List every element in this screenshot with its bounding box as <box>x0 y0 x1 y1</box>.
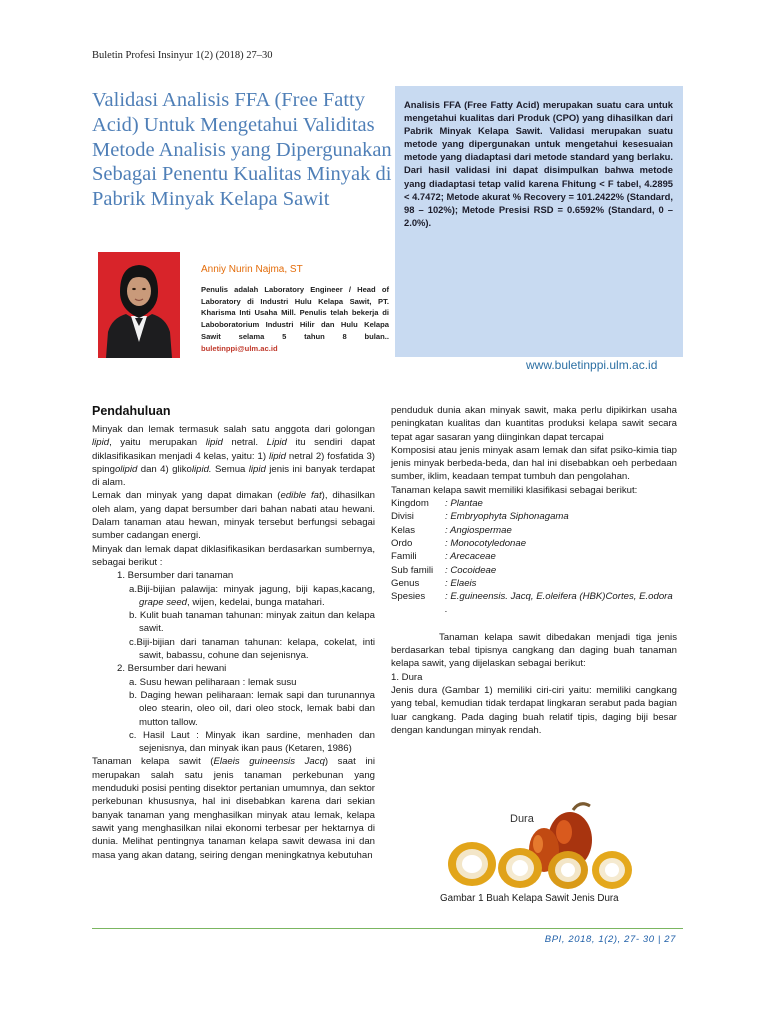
website-link[interactable]: www.buletinppi.ulm.ac.id <box>526 358 658 372</box>
right-column <box>391 404 677 737</box>
figure-caption: Gambar 1 Buah Kelapa Sawit Jenis Dura <box>440 893 619 904</box>
taxonomy-table <box>391 497 677 617</box>
taxonomy-row: Divisi : Embryophyta Siphonagama <box>391 511 569 523</box>
taxonomy-row: Spesies : E.guineensis. Jacq, E.oleifera (HBK)Cortes, E.odora . <box>391 591 673 616</box>
taxonomy-row: Kingdom : Plantae <box>391 498 483 510</box>
taxonomy-row: Kelas : Angiospermae <box>391 524 512 536</box>
paragraph-palm: Tanaman kelapa sawit (Elaeis guineensis Jacq) saat ini merupakan salah satu jenis tanaman perkebunan yang menduduki posisi penting disektor pertanian umumnya, dan sektor perkebunan khususnya, hal ini disebabkan karena dari sekian banyak tanaman yang menghasilkan minyak atau lemak, kelapa sawit yang menghasilkan nilai ekonomi terbesar per hektarnya di dunia. Melihat pentingnya tanaman kelapa sawit dewasa ini dan masa yang akan datang, seiring dengan meningkatnya kebutuhan <box>92 756 375 861</box>
article-title: Validasi Analisis FFA (Free Fatty Acid) Untuk Mengetahui Validitas Metode Analisis yang Dipergunakan Sebagai Penentu Kualitas Minyak di Pabrik Minyak Kelapa Sawit <box>92 89 392 211</box>
abstract-box <box>395 86 683 357</box>
paragraph-taxonomy-intro: Tanaman kelapa sawit memiliki klasifikasi sebagai berikut: <box>391 484 638 496</box>
list-item: 2. Bersumber dari hewani <box>117 663 227 675</box>
journal-header: Buletin Profesi Insinyur 1(2) (2018) 27–30 <box>92 50 273 61</box>
author-bio <box>201 284 389 354</box>
list-item: b. Daging hewan peliharaan: lemak sapi dan turunannya oleo stearin, oleo oil, dari oleo stock, lemak babi dan mutton tallow. <box>129 689 375 728</box>
list-item: c. Hasil Laut : Minyak ikan sardine, menhaden dan sejenisnya, dan minyak ikan paus (Ketaren, 1986) <box>129 729 375 755</box>
list-item: 1. Bersumber dari tanaman <box>117 570 234 582</box>
author-portrait-image <box>98 252 180 358</box>
author-bio-text: Penulis adalah Laboratory Engineer / Head of Laboratory di Industri Hulu Kelapa Sawit, PT. Kharisma Inti Usaha Mill. Penulis telah bekerja di Laboboratorium Industri Hilir dan Hulu Kelapa Sawit selama 5 tahun 8 bulan.. <box>201 285 389 341</box>
paragraph-demand: penduduk dunia akan minyak sawit, maka perlu dipikirkan usaha peningkatan kualitas dan kuantitas produksi kelapa sawit secara tepat agar sasaran yang diinginkan dapat tercapai <box>391 405 677 443</box>
paragraph-edible-fat: Lemak dan minyak yang dapat dimakan (edible fat), dihasilkan oleh alam, yang dapat bersumber dari bahan nabati atau hewani. Dalam tanaman atau hewan, minyak tersebut berfungsi sebagai sumber cadangan energi. <box>92 490 376 542</box>
footer-divider <box>92 928 683 929</box>
list-item: a.Biji-bijian palawija: minyak jagung, biji kapas,kacang, grape seed, wijen, kedelai, bunga matahari. <box>129 583 375 608</box>
palm-fruit-illustration <box>440 800 640 892</box>
figure-label: Dura <box>510 813 534 825</box>
paragraph-lipid: Minyak dan lemak termasuk salah satu anggota dari golongan lipid, yaitu merupakan lipid netral. Lipid itu sendiri dapat diklasifikasikan menjadi 4 kelas, yaitu: 1) lipid netral 2) fosfatida 3) spingolipid dan 4) glikolipid. Semua lipid jenis ini banyak terdapat di alam. <box>92 424 375 489</box>
author-photo <box>98 252 180 358</box>
list-item: c.Biji-bijian dari tanaman tahunan: kelapa, cokelat, inti sawit, babassu, cohune dan sejenisnya. <box>129 636 375 662</box>
paragraph-dura: Jenis dura (Gambar 1) memiliki ciri-ciri yaitu: memiliki cangkang yang tebal, kemudian tidak terdapat lingkaran serabut pada bagian luar cangkang. Pada daging buah relatif tipis, daging biji besar dengan kandungan minyak rendah. <box>391 684 677 736</box>
author-name: Anniy Nurin Najma, ST <box>201 264 303 275</box>
taxonomy-row: Sub famili : Cocoideae <box>391 564 497 576</box>
taxonomy-row: Famili : Arecaceae <box>391 551 496 563</box>
author-email-link[interactable]: buletinppi@ulm.ac.id <box>201 343 278 353</box>
page-footer: BPI, 2018, 1(2), 27- 30 | 27 <box>544 934 676 945</box>
figure-dura <box>440 800 640 892</box>
list-item: a. Susu hewan peliharaan : lemak susu <box>129 676 297 688</box>
taxonomy-row: Genus : Elaeis <box>391 577 477 589</box>
list-item: b. Kulit buah tanaman tahunan: minyak zaitun dan kelapa sawit. <box>129 610 375 635</box>
taxonomy-row: Ordo : Monocotyledonae <box>391 537 527 549</box>
paragraph-types: Tanaman kelapa sawit dibedakan menjadi tiga jenis berdasarkan tebal tipisnya cangkang dan daging buah tanaman kelapa sawit, yang dijelaskan sebagai berikut: <box>391 631 677 670</box>
section-title: Pendahuluan <box>92 404 171 418</box>
dura-heading: 1. Dura <box>391 671 423 683</box>
paragraph-composition: Komposisi atau jenis minyak asam lemak dan sifat psiko-kimia tiap jenis minyak berbeda-beda, dan hal ini disebabkan oeh perbedaan sumber, iklim, keadaan tempat tumbuh dan pengolahan. <box>391 444 677 483</box>
paragraph-classification: Minyak dan lemak dapat diklasifikasikan berdasarkan sumbernya, sebagai berikut : <box>92 543 375 568</box>
abstract-text: Analisis FFA (Free Fatty Acid) merupakan suatu cara untuk mengetahui kualitas dari Produk (CPO) yang dihasilkan dari Pabrik Minyak Kelapa Sawit. Validasi merupakan suatu metode yang dipergunakan untuk mengetahui kesesuaian metode yang diadaptasi dari metode standard yang berlaku. Dari hasil validasi ini dapat disimpulkan bahwa metode yang diadaptasi tetap valid karena Fhitung < F tabel, 4.2895 < 4.7472; Metode akurat % Recovery = 101.2422% (Standard, 98 – 102%); Metode Presisi RSD = 0.6592% (Standard, 0 – 2.0%). <box>404 99 673 228</box>
left-column <box>92 423 375 862</box>
